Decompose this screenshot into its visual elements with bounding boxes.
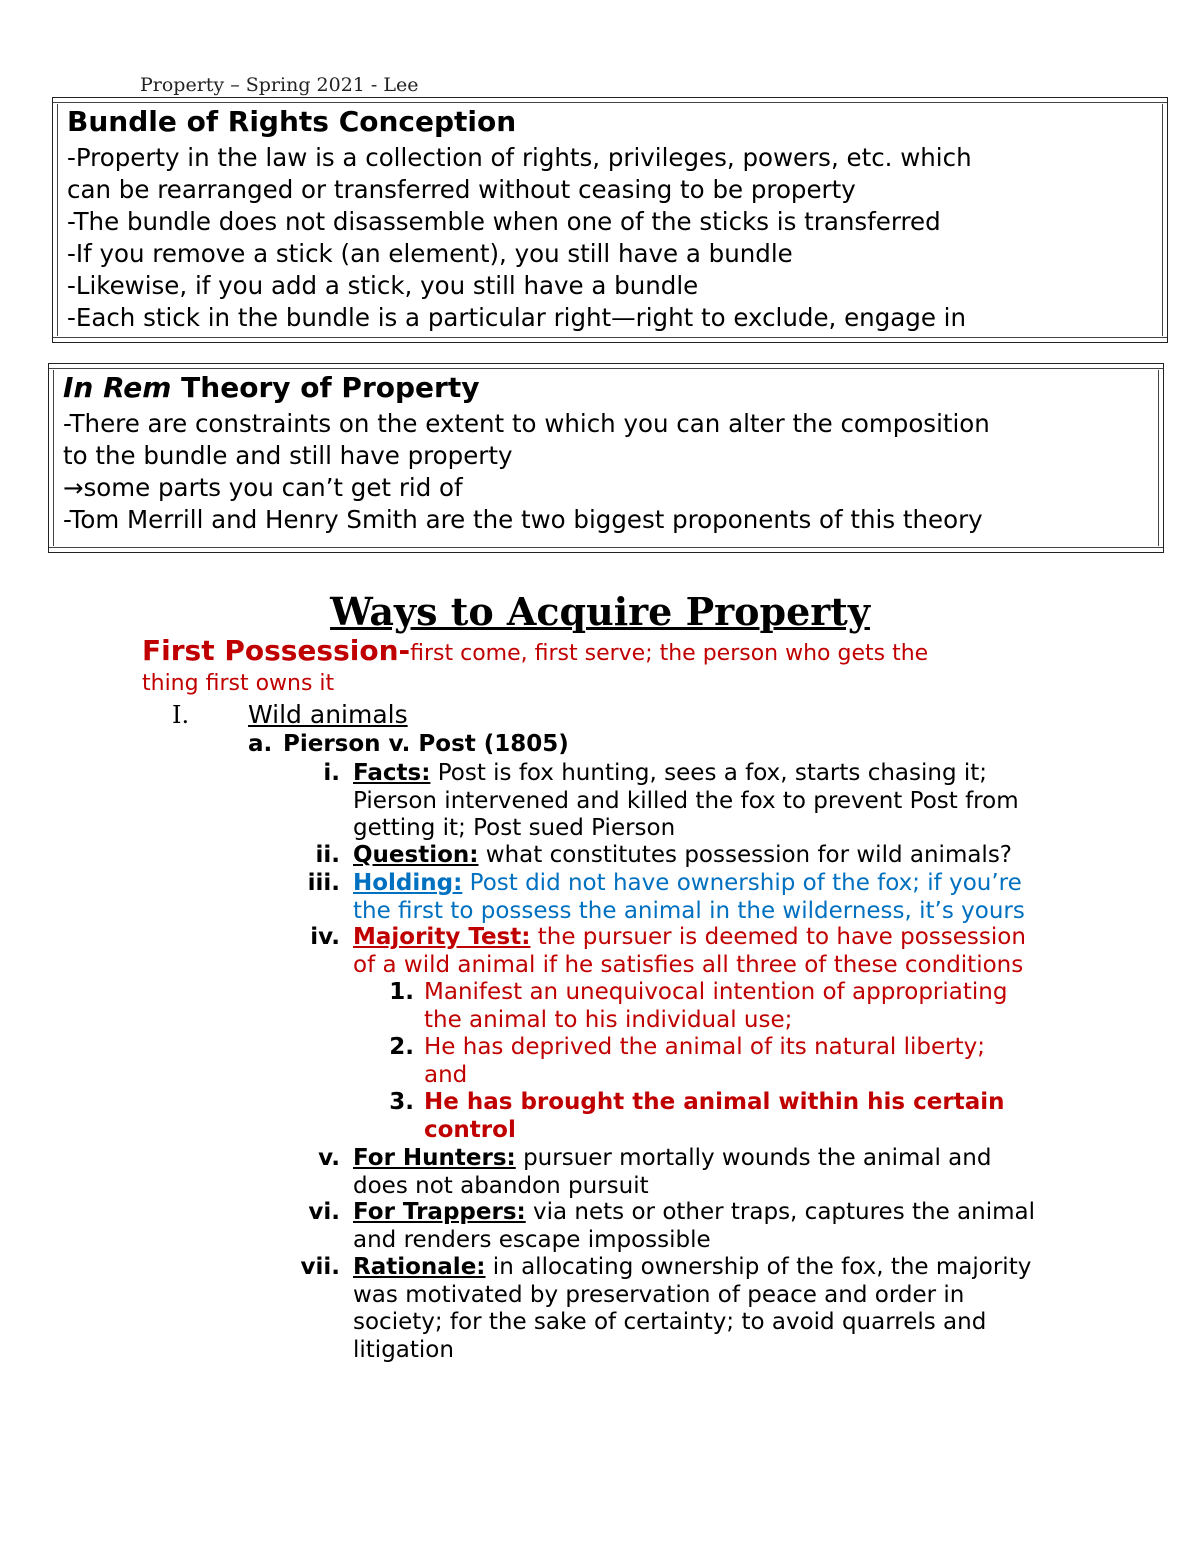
item-text: pursuer mortally wounds the animal and [515, 1145, 992, 1171]
box-title [63, 368, 1149, 408]
page-header: Property – Spring 2021 - Lee [140, 74, 419, 96]
facts-item [353, 760, 1019, 843]
item-text: the pursuer is deemed to have possession [530, 924, 1026, 950]
box-line: -Each stick in the bundle is a particular right—right to exclude, engage in [67, 303, 967, 332]
trappers-item [353, 1199, 1035, 1254]
condition-number: 3. [389, 1089, 414, 1115]
item-text: getting it; Post sued Pierson [353, 815, 676, 841]
majority-test-label: Majority Test: [353, 924, 531, 950]
box-line: -Property in the law is a collection of rights, privileges, powers, etc. which [67, 143, 972, 172]
item-number: v. [318, 1145, 340, 1171]
item-text: Pierson intervened and killed the fox to prevent Post from [353, 787, 1019, 814]
item-text: the first to possess the animal in the wilderness, it’s yours [353, 897, 1025, 924]
item-text: what constitutes possession for wild animals? [478, 842, 1013, 868]
item-text: of a wild animal if he satisfies all three of these conditions [353, 951, 1024, 978]
case-letter: a. [248, 731, 273, 757]
box-line: -There are constraints on the extent to which you can alter the composition [63, 409, 990, 438]
item-text: control [424, 1116, 516, 1143]
item-text: and renders escape impossible [353, 1226, 711, 1253]
box-line: can be rearranged or transferred without ceasing to be property [67, 175, 856, 204]
item-text: does not abandon pursuit [353, 1172, 649, 1199]
item-number: vii. [300, 1254, 340, 1280]
hunters-item [353, 1145, 991, 1200]
roman-numeral: I. [172, 701, 190, 729]
condition-item [424, 979, 1007, 1034]
majority-test-item [353, 924, 1026, 979]
holding-label: Holding: [353, 870, 463, 896]
item-text: Post did not have ownership of the fox; if you’re [462, 870, 1022, 896]
box-line: -Tom Merrill and Henry Smith are the two biggest proponents of this theory [63, 505, 983, 534]
condition-item [424, 1089, 1004, 1144]
box-line: →some parts you can’t get rid of [63, 473, 463, 502]
item-text: was motivated by preservation of peace and order in [353, 1281, 965, 1308]
question-label: Question: [353, 842, 479, 868]
question-item [353, 842, 1012, 870]
condition-number: 2. [389, 1034, 414, 1060]
box-line: to the bundle and still have property [63, 441, 513, 470]
rationale-label: Rationale: [353, 1254, 486, 1280]
section-title: Ways to Acquire Property [330, 589, 870, 634]
condition-item [424, 1034, 985, 1089]
item-number: vi. [308, 1199, 340, 1225]
first-possession-text: thing first owns it [142, 671, 335, 696]
item-text: He has brought the animal within his certain [424, 1089, 1005, 1115]
item-number: iii. [307, 870, 340, 896]
first-possession-text: first come, first serve; the person who gets the [410, 641, 929, 666]
item-number: iv. [310, 924, 340, 950]
item-text: via nets or other traps, captures the animal [525, 1199, 1036, 1225]
trappers-label: For Trappers: [353, 1199, 526, 1225]
first-possession-label: First Possession- [142, 634, 411, 667]
item-text: He has deprived the animal of its natural liberty; [424, 1034, 985, 1060]
box-title: Bundle of Rights Conception [67, 105, 517, 138]
first-possession-heading [142, 636, 1042, 699]
item-text: Manifest an unequivocal intention of appropriating [424, 979, 1008, 1005]
rationale-item [353, 1254, 1031, 1364]
box-line: -The bundle does not disassemble when one of the sticks is transferred [67, 207, 941, 236]
wild-animals-heading: Wild animals [248, 700, 408, 729]
holding-item [353, 870, 1025, 925]
hunters-label: For Hunters: [353, 1145, 516, 1171]
item-text: in allocating ownership of the fox, the majority [485, 1254, 1032, 1280]
title-italic: In Rem [63, 371, 172, 404]
item-text: and [424, 1061, 468, 1088]
item-text: the animal to his individual use; [424, 1006, 793, 1033]
bundle-of-rights-box [52, 97, 1168, 343]
title-rest: Theory of Property [171, 371, 480, 404]
facts-label: Facts: [353, 760, 431, 786]
item-number: ii. [315, 842, 340, 868]
condition-number: 1. [389, 979, 414, 1005]
box-line: -If you remove a stick (an element), you still have a bundle [67, 239, 793, 268]
item-text: Post is fox hunting, sees a fox, starts chasing it; [430, 760, 988, 786]
in-rem-theory-box [48, 363, 1164, 553]
case-name: Pierson v. Post (1805) [283, 731, 569, 757]
item-text: litigation [353, 1336, 454, 1363]
item-number: i. [323, 760, 340, 786]
box-line: -Likewise, if you add a stick, you still have a bundle [67, 271, 699, 300]
item-text: society; for the sake of certainty; to avoid quarrels and [353, 1309, 987, 1335]
